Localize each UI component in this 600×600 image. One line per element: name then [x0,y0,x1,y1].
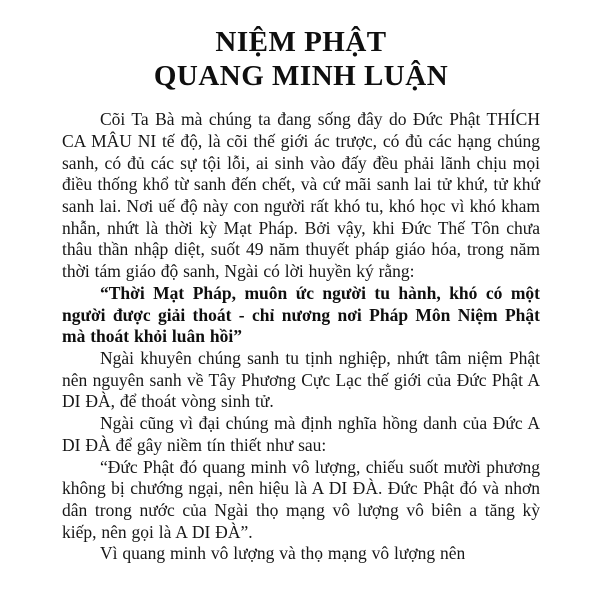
paragraph-prophecy-quote: “Thời Mạt Pháp, muôn ức người tu hành, khó có một người được giải thoát - chỉ nương nơi Pháp Môn Niệm Phật mà thoát khỏi luân hồi” [62,282,540,347]
page-title [62,26,540,93]
paragraph-intro: Cõi Ta Bà mà chúng ta đang sống đây do Đức Phật THÍCH CA MÂU NI tế độ, là cõi thế giới ác trược, có đủ các hạng chúng sanh, có đủ các sự tội lỗi, ai sinh vào đấy đều phải lãnh chịu mọi điều thống khổ từ sanh đến chết, và cứ mãi sanh lai tử khứ, tử khứ sanh lai. Nơi uế độ này con người rất khó tu, khó học vì khó kham nhẫn, nhứt là thời kỳ Mạt Pháp. Bởi vậy, khi Đức Thế Tôn chưa thâu thần nhập diệt, suốt 49 năm thuyết pháp giáo hóa, trong năm thời tám giáo độ sanh, Ngài có lời huyền ký rằng: [62,109,540,282]
paragraph-closing-line: Vì quang minh vô lượng và thọ mạng vô lượng nên [100,543,466,564]
paragraph-definition-intro: Ngài cũng vì đại chúng mà định nghĩa hồng danh của Đức A DI ĐÀ để gây niềm tín thiết như sau: [62,413,540,455]
paragraph-amitabha-quote: “Đức Phật đó quang minh vô lượng, chiếu suốt mười phương không bị chướng ngại, nên hiệu là A DI ĐÀ. Đức Phật đó và nhơn dân trong nước của Ngài thọ mạng vô lượng vô biên a tăng kỳ kiếp, nên gọi là A DI ĐÀ”. [62,456,540,542]
paragraph-advice: Ngài khuyên chúng sanh tu tịnh nghiệp, nhứt tâm niệm Phật nên nguyên sanh về Tây Phương Cực Lạc thế giới của Đức Phật A DI ĐÀ, để thoát vòng sinh tử. [62,347,540,412]
page-title-line-2: QUANG MINH LUẬN [153,59,449,92]
document-body [62,109,540,565]
page-title-line-1: NIỆM PHẬT [215,26,387,58]
